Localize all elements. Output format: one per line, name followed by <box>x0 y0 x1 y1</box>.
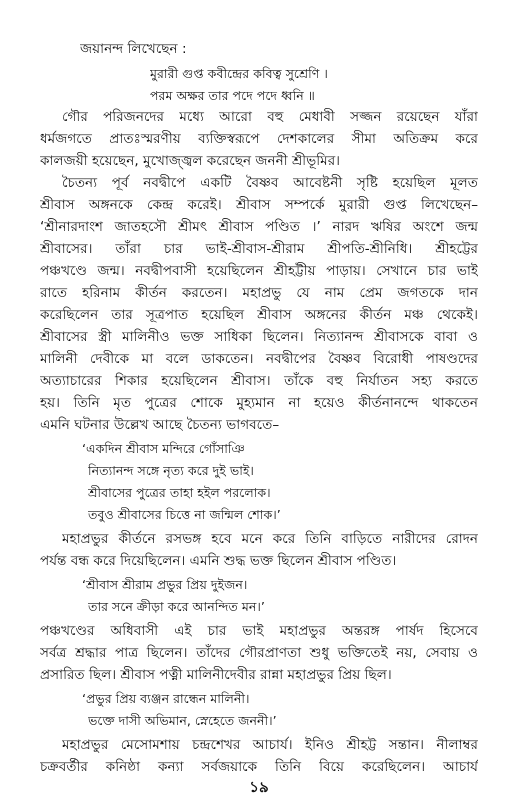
paragraph-line: চৈতন্য পূর্ব নবদ্বীপে একটি বৈষ্ণব আবেষ্টনী সৃষ্টি হয়েছিল মূলত <box>62 175 478 191</box>
verse-line: ‘একদিন শ্রীবাস মন্দিরে গোঁসাঞি <box>82 441 245 456</box>
paragraph-line: ধর্মজগতে প্রাতঃস্মরণীয় ব্যক্তিস্বরূপে দেশকালের সীমা অতিক্রম করে <box>40 131 478 147</box>
paragraph-line: শ্রীবাসের। তাঁরা চার ভাই-শ্রীবাস-শ্রীরাম শ্রীপতি-শ্রীনিধি। শ্রীহট্টের <box>40 241 478 257</box>
verse-line: পরম অক্ষর তার পদে পদে ধ্বনি ॥ <box>150 88 315 103</box>
verse-line: মুরারী গুপ্ত কবীন্দ্রের কবিত্ব সুশ্রেণি । <box>150 66 328 81</box>
paragraph-line: অত্যাচারের শিকার হয়েছিলেন শ্রীবাস। তাঁকে বহু নির্যাতন সহ্য করতে <box>40 373 478 389</box>
paragraph-line: রাতে হরিনাম কীর্তন করতেন। মহাপ্রভু যে নাম প্রেম জগতকে দান <box>40 285 478 301</box>
paragraph-line: ‘শ্রীনারদাংশ জাতহসৌ শ্রীমৎ শ্রীবাস পণ্ডিত ।’ নারদ ঋষির অংশে জন্ম <box>40 219 478 235</box>
verse-line: নিত্যানন্দ সঙ্গে নৃত্য করে দুই ভাই। <box>88 463 254 478</box>
verse-line: ‘প্রভুর প্রিয় ব্যঞ্জন রান্ধেন মালিনী। <box>82 691 250 706</box>
paragraph-line: পর্যন্ত বন্ধ করে দিয়েছিলেন। এমনি শুদ্ধ ভক্ত ছিলেন শ্রীবাস পণ্ডিত। <box>40 553 397 569</box>
paragraph-line: পঞ্চখণ্ডের অধিবাসী এই চার ভাই মহাপ্রভুর অন্তরঙ্গ পার্ষদ হিসেবে <box>40 623 478 639</box>
paragraph-line: শ্রীবাসের স্ত্রী মালিনীও ভক্ত সাধিকা ছিলেন। নিত্যানন্দ শ্রীবাসকে বাবা ও <box>40 329 478 345</box>
paragraph-line: গৌর পরিজনদের মধ্যে আরো বহু মেধাবী সজ্জন রয়েছেন যাঁরা <box>62 109 478 125</box>
verse-line: ‘শ্রীবাস শ্রীরাম প্রভুর প্রিয় দুইজন। <box>82 577 248 592</box>
paragraph-line: মহাপ্রভুর মেসোমশায় চন্দ্রশেখর আচার্য। ইনিও শ্রীহট্ট সন্তান। নীলাম্বর <box>62 737 478 753</box>
paragraph-line: করেছিলেন তার সূত্রপাত হয়েছিল শ্রীবাস অঙ্গনের কীর্তন মঞ্চ থেকেই। <box>40 307 478 323</box>
paragraph-line: চক্রবর্তীর কনিষ্ঠা কন্যা সর্বজয়াকে তিনি বিয়ে করেছিলেন। আচার্য <box>40 759 478 775</box>
paragraph-line: হয়। তিনি মৃত পুত্রের শোকে মুহ্যমান না হয়েও কীর্তনানন্দে থাকতেন <box>40 395 478 411</box>
verse-line: ভক্তে দাসী অভিমান, স্নেহেতে জননী।’ <box>88 713 277 728</box>
paragraph-line: মহাপ্রভুর কীর্তনে রসভঙ্গ হবে মনে করে তিনি বাড়িতে নারীদের রোদন <box>62 531 478 547</box>
verse-line: শ্রীবাসের পুত্রের তাহা হইল পরলোক। <box>88 485 271 500</box>
paragraph-line: পঞ্চখণ্ডে জন্ম। নবদ্বীপবাসী হয়েছিলেন শ্রীহট্টীয় পাড়ায়। সেখানে চার ভাই <box>40 263 478 279</box>
paragraph-line: মালিনী দেবীকে মা বলে ডাকতেন। নবদ্বীপের বৈষ্ণব বিরোধী পাষণ্ডদের <box>40 351 478 367</box>
paragraph-line: এমনি ঘটনার উল্লেখ আছে চৈতন্য ভাগবতে– <box>40 417 280 433</box>
intro-line: জয়ানন্দ লিখেছেন : <box>80 41 187 57</box>
paragraph-line: সর্বত্র শ্রদ্ধার পাত্র ছিলেন। তাঁদের গৌরপ্রাণতা শুধু ভক্তিতেই নয়, সেবায় ও <box>40 645 478 661</box>
paragraph-line: শ্রীবাস অঙ্গনকে কেন্দ্র করেই। শ্রীবাস সম্পর্কে মুরারী গুপ্ত লিখেছেন– <box>40 197 478 213</box>
paragraph-line: প্রসারিত ছিল। শ্রীবাস পত্নী মালিনীদেবীর রান্না মহাপ্রভুর প্রিয় ছিল। <box>40 667 392 683</box>
verse-line: তবুও শ্রীবাসের চিত্তে না জন্মিল শোক।’ <box>88 507 281 522</box>
paragraph-line: কালজয়ী হয়েছেন, মুখোজ্জ্বল করেছেন জননী শ্রীভূমির। <box>40 153 341 169</box>
verse-line: তার সনে ক্রীড়া করে আনন্দিত মন।’ <box>88 599 265 614</box>
page-number: ১৯ <box>249 778 269 796</box>
